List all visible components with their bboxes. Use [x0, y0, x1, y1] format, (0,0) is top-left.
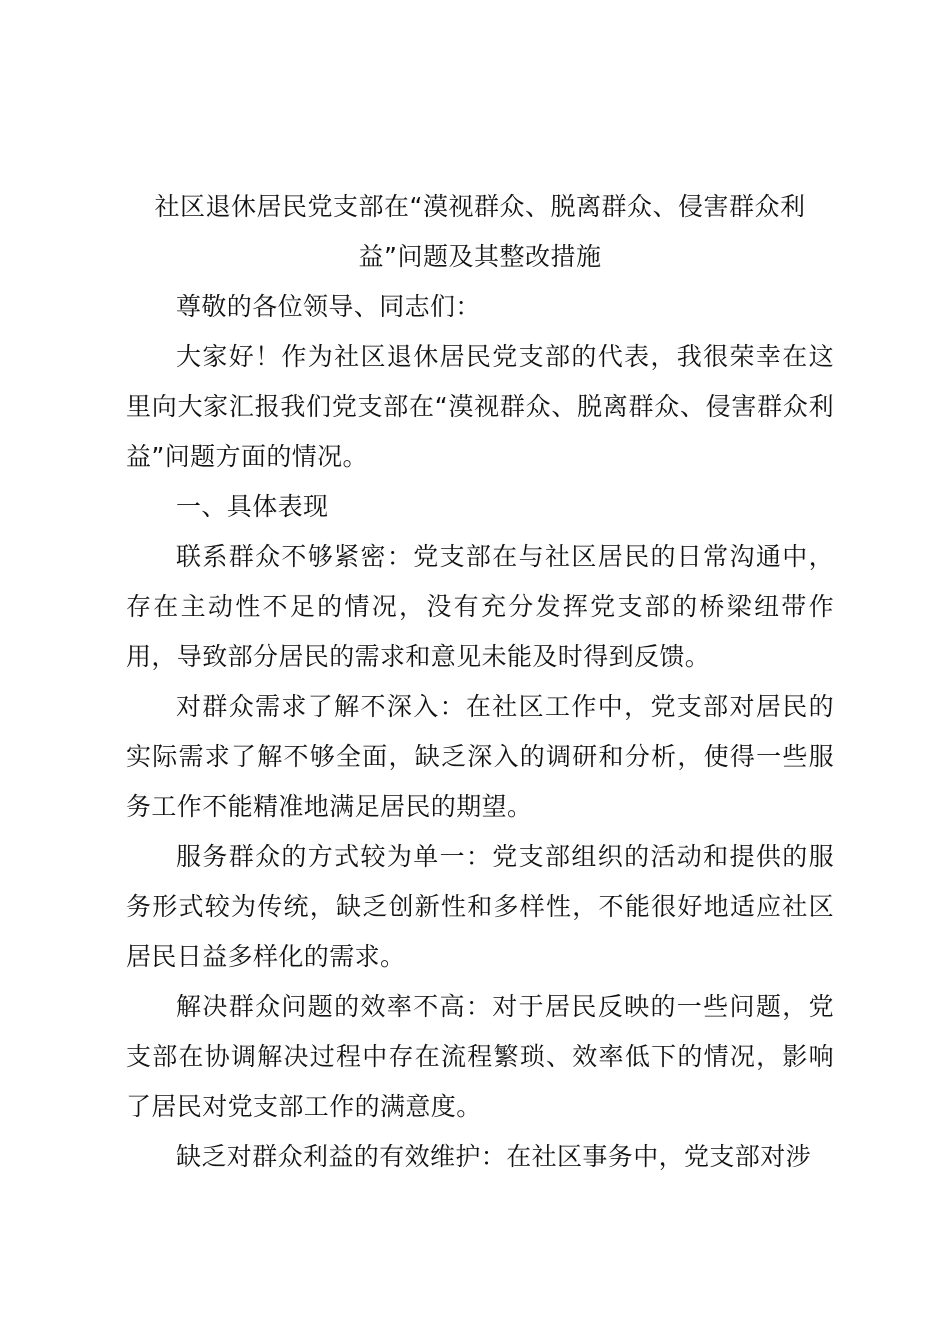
body-paragraph: 解决群众问题的效率不高：对于居民反映的一些问题，党支部在协调解决过程中存在流程繁琐、效率低下的情况，影响了居民对党支部工作的满意度。 — [126, 992, 834, 1121]
body-paragraph: 缺乏对群众利益的有效维护：在社区事务中，党支部对涉 — [176, 1142, 812, 1171]
body-paragraph: 对群众需求了解不深入：在社区工作中，党支部对居民的实际需求了解不够全面，缺乏深入的调研和分析，使得一些服务工作不能精准地满足居民的期望。 — [126, 692, 834, 821]
body-paragraph: 服务群众的方式较为单一：党支部组织的活动和提供的服务形式较为传统，缺乏创新性和多样性，不能很好地适应社区居民日益多样化的需求。 — [126, 842, 834, 971]
document-body — [126, 182, 834, 1182]
intro-paragraph: 大家好！作为社区退休居民党支部的代表，我很荣幸在这里向大家汇报我们党支部在“漠视群众、脱离群众、侵害群众利益”问题方面的情况。 — [126, 342, 834, 471]
body-paragraph: 联系群众不够紧密：党支部在与社区居民的日常沟通中，存在主动性不足的情况，没有充分发挥党支部的桥梁纽带作用，导致部分居民的需求和意见未能及时得到反馈。 — [126, 542, 834, 671]
document-title: 社区退休居民党支部在“漠视群众、脱离群众、侵害群众利益”问题及其整改措施 — [154, 192, 806, 271]
salutation: 尊敬的各位领导、同志们： — [176, 292, 481, 321]
section-heading: 一、具体表现 — [176, 492, 329, 521]
